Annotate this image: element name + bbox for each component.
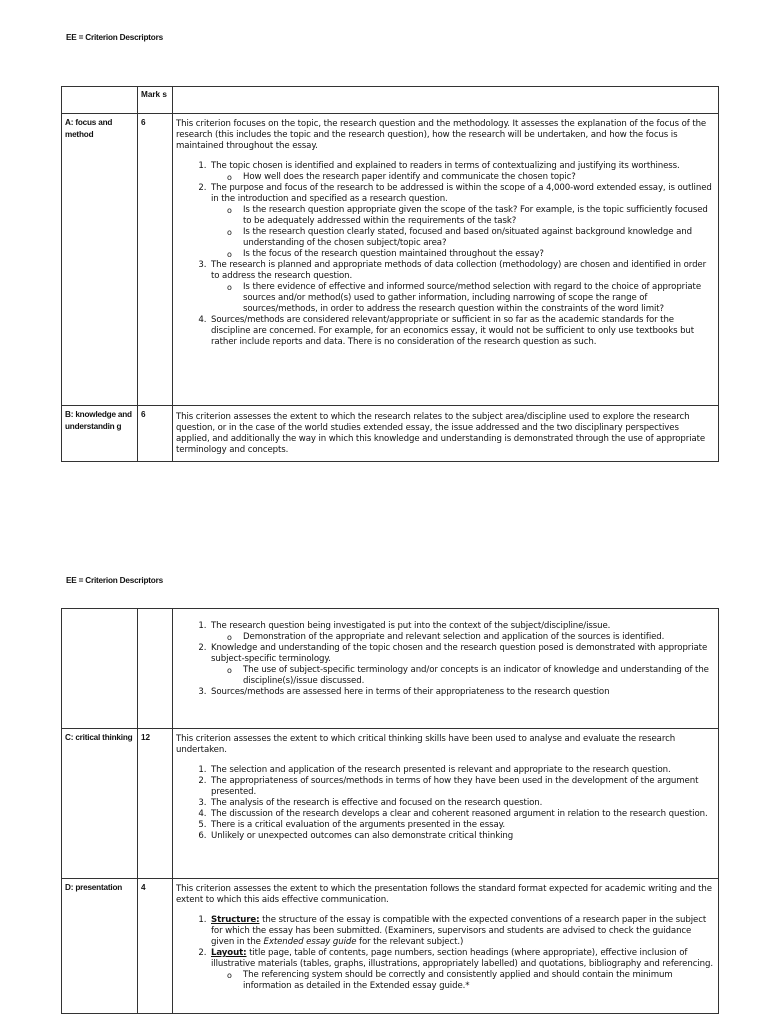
criterion-intro: This criterion assesses the extent to which the presentation follows the standard format expected for academic writing and the extent to which this aids effective communication.	[176, 884, 712, 905]
criterion-row-b-continued	[62, 609, 719, 729]
list-item: 6. Unlikely or unexpected outcomes can also demonstrate critical thinking	[209, 831, 715, 842]
page-header: EE = Criterion Descriptors	[66, 33, 163, 42]
sub-list-item: o Is there evidence of effective and informed source/method selection with regard to the choice of appropriate sources and/or method(s) used to gather information, including narrowing of scope the range of sources/methods, in order to address the research question within the constraints of the word limit?	[241, 282, 715, 315]
list-item: 2. Layout: title page, table of contents, page numbers, section headings (where appropriate), effective inclusion of illustrative materials (tables, graphs, illustrations, appropriately labelled) and quotations, bibliography and referencing. o The referencing system should be correctly and consistently applied and should contain the minimum information as detailed in the Extended essay guide.*	[209, 948, 715, 992]
list-item: 3. The research is planned and appropriate methods of data collection (methodology) are chosen and identified in order to address the research question. o Is there evidence of effective and informed source/method selection with regard to the choice of appropriate sources and/or method(s) used to gather information, including narrowing of scope the range of sources/methods, in order to address the research question within the constraints of the word limit?	[209, 260, 715, 315]
criterion-intro: This criterion assesses the extent to which the research relates to the subject area/discipline used to explore the research question, or in the case of the world studies extended essay, the issue addressed and the two disciplinary perspectives applied, and additionally the way in which this knowledge and understanding is demonstrated through the use of appropriate terminology and concepts.	[176, 412, 706, 455]
criterion-description	[173, 114, 719, 406]
list-item: 1. Structure: the structure of the essay is compatible with the expected conventions of a research paper in the subject for which the essay has been submitted. (Examiners, supervisors and students are advised to check the guidance given in the Extended essay guide for the relevant subject.)	[209, 915, 715, 948]
list-item: 4. The discussion of the research develops a clear and coherent reasoned argument in relation to the research question.	[209, 809, 715, 820]
criterion-intro: This criterion assesses the extent to which critical thinking skills have been used to analyse and evaluate the research undertaken.	[176, 734, 676, 755]
criterion-name: D: presentation	[62, 879, 138, 1014]
sub-list-item: o The use of subject-specific terminology and/or concepts is an indicator of knowledge and understanding of the discipline(s)/issue discussed.	[241, 665, 715, 687]
sub-list-item: o Is the research question appropriate given the scope of the task? For example, is the topic sufficiently focused to be adequately addressed within the requirements of the task?	[241, 205, 715, 227]
criterion-name: C: critical thinking	[62, 729, 138, 879]
list-item: 1. The topic chosen is identified and explained to readers in terms of contextualizing and justifying its worthiness. o How well does the research paper identify and communicate the chosen topic?	[209, 161, 715, 183]
criterion-list	[176, 621, 715, 698]
table-header-row	[62, 87, 719, 114]
list-item: 1. The selection and application of the research presented is relevant and appropriate to the research question.	[209, 765, 715, 776]
criterion-row-d	[62, 879, 719, 1014]
criteria-table-continued	[61, 608, 719, 1014]
criterion-description	[173, 609, 719, 729]
criterion-marks: 6	[138, 406, 173, 462]
list-item: 3. The analysis of the research is effective and focused on the research question.	[209, 798, 715, 809]
criterion-description	[173, 879, 719, 1014]
criterion-name: B: knowledge and understandin g	[62, 406, 138, 462]
list-item: 4. Sources/methods are considered relevant/appropriate or sufficient in so far as the academic standards for the discipline are concerned. For example, for an economics essay, it would not be sufficient to only use textbooks but rather include reports and data. There is no consideration of the research question as such.	[209, 315, 715, 348]
criterion-marks: 12	[138, 729, 173, 879]
criteria-table	[61, 86, 719, 462]
criterion-marks: 6	[138, 114, 173, 406]
criterion-description	[173, 729, 719, 879]
list-item: 5. There is a critical evaluation of the arguments presented in the essay.	[209, 820, 715, 831]
list-item: 1. The research question being investigated is put into the context of the subject/discipline/issue. o Demonstration of the appropriate and relevant selection and application of the sources is identified.	[209, 621, 715, 643]
list-item: 2. Knowledge and understanding of the topic chosen and the research question posed is demonstrated with appropriate subject-specific terminology. o The use of subject-specific terminology and/or concepts is an indicator of knowledge and understanding of the discipline(s)/issue discussed.	[209, 643, 715, 687]
layout-label: Layout:	[211, 948, 247, 958]
sub-list-item: o How well does the research paper identify and communicate the chosen topic?	[241, 172, 715, 183]
marks-header: Mark s	[138, 87, 173, 114]
criterion-intro: This criterion focuses on the topic, the research question and the methodology. It assesses the explanation of the focus of the research (this includes the topic and the research question), how the research will be undertaken, and how the focus is maintained throughout the essay.	[176, 119, 707, 151]
criterion-row-a	[62, 114, 719, 406]
criterion-list	[176, 915, 715, 992]
guide-title: Extended essay guide	[263, 937, 357, 947]
criterion-marks: 4	[138, 879, 173, 1014]
criterion-row-b	[62, 406, 719, 462]
criterion-list	[176, 161, 715, 348]
structure-label: Structure:	[211, 915, 260, 925]
criterion-list	[176, 765, 715, 842]
empty-cell	[138, 609, 173, 729]
header-empty-cell	[62, 87, 138, 114]
list-item: 2. The purpose and focus of the research to be addressed is within the scope of a 4,000-word extended essay, is outlined in the introduction and specified as a research question. o Is the research question appropriate given the scope of the task? For example, is the topic sufficiently focused to be adequately addressed within the requirements of the task? o Is the research question clearly stated, focused and based on/situated against background knowledge and understanding of the chosen subject/topic area? o Is the focus of the research question maintained throughout the essay?	[209, 183, 715, 260]
criterion-name: A: focus and method	[62, 114, 138, 406]
sub-list-item: o Is the focus of the research question maintained throughout the essay?	[241, 249, 715, 260]
list-item: 3. Sources/methods are assessed here in terms of their appropriateness to the research question	[209, 687, 715, 698]
header-empty-cell	[173, 87, 719, 114]
list-item: 2. The appropriateness of sources/methods in terms of how they have been used in the development of the argument presented.	[209, 776, 715, 798]
criterion-description	[173, 406, 719, 462]
criterion-row-c	[62, 729, 719, 879]
sub-list-item: o The referencing system should be correctly and consistently applied and should contain the minimum information as detailed in the Extended essay guide.*	[241, 970, 715, 992]
sub-list-item: o Demonstration of the appropriate and relevant selection and application of the sources is identified.	[241, 632, 715, 643]
empty-cell	[62, 609, 138, 729]
sub-list-item: o Is the research question clearly stated, focused and based on/situated against background knowledge and understanding of the chosen subject/topic area?	[241, 227, 715, 249]
page-header: EE = Criterion Descriptors	[66, 576, 163, 585]
